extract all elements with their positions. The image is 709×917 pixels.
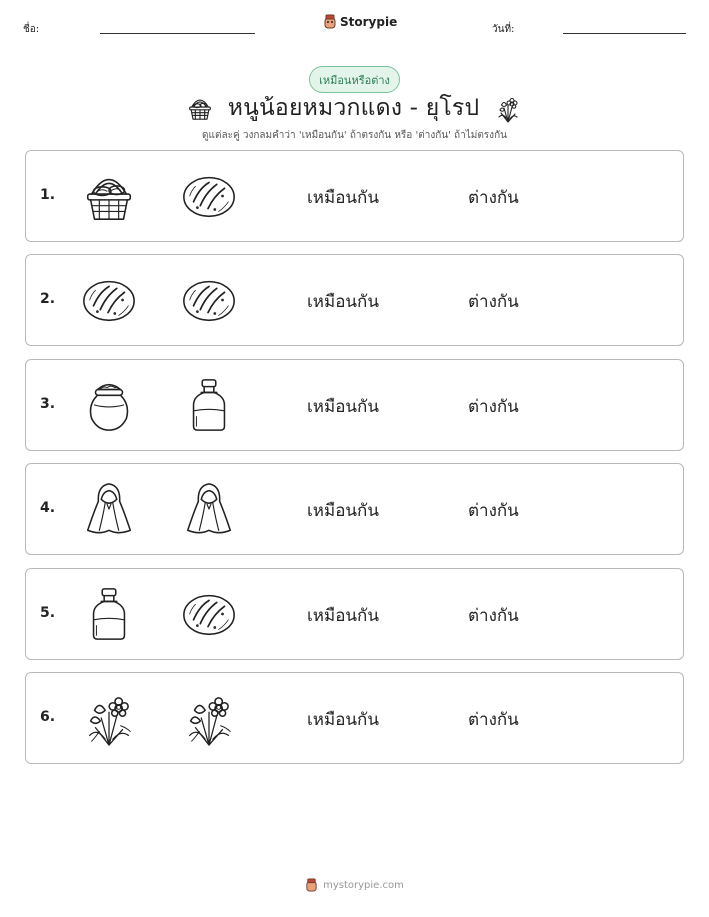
bread-icon	[179, 585, 239, 643]
question-number: 6.	[40, 709, 56, 725]
instructions: ดูแต่ละคู่ วงกลมคำว่า 'เหมือนกัน' ถ้าตรงกัน หรือ 'ต่างกัน' ถ้าไม่ตรงกัน	[202, 130, 507, 141]
bottle-icon	[79, 585, 139, 643]
name-label: ชื่อ:	[23, 24, 40, 35]
same-option[interactable]: เหมือนกัน	[307, 292, 379, 313]
page-title: หนูน้อยหมวกแดง - ยุโรป	[227, 95, 480, 121]
same-option[interactable]: เหมือนกัน	[307, 710, 379, 730]
bread-icon	[179, 167, 239, 225]
cloak-icon	[79, 480, 139, 538]
storypie-mascot-icon	[305, 878, 318, 892]
bread-icon	[179, 271, 239, 329]
question-row	[25, 568, 684, 660]
same-option[interactable]: เหมือนกัน	[307, 396, 379, 417]
flowers-icon	[179, 689, 239, 747]
question-number: 2.	[40, 291, 56, 308]
storypie-mascot-icon	[323, 14, 337, 29]
worksheet-type-badge: เหมือนหรือต่าง	[309, 66, 400, 93]
honey-pot-icon	[79, 376, 139, 434]
same-option[interactable]: เหมือนกัน	[307, 188, 379, 208]
page-footer	[0, 878, 709, 892]
different-option[interactable]: ต่างกัน	[468, 501, 519, 522]
date-line[interactable]	[563, 33, 686, 34]
question-row	[25, 463, 684, 555]
different-option[interactable]: ต่างกัน	[468, 292, 519, 313]
title-row	[0, 91, 709, 125]
date-label: วันที่:	[492, 24, 515, 35]
footer-url[interactable]: mystorypie.com	[323, 879, 404, 891]
question-row	[25, 359, 684, 451]
question-number: 4.	[40, 500, 56, 517]
flowers-icon	[493, 93, 523, 123]
page-header	[0, 12, 709, 42]
same-option[interactable]: เหมือนกัน	[307, 605, 379, 626]
different-option[interactable]: ต่างกัน	[468, 605, 519, 626]
question-number: 3.	[40, 395, 56, 412]
different-option[interactable]: ต่างกัน	[468, 396, 519, 417]
bread-icon	[79, 271, 139, 329]
same-option[interactable]: เหมือนกัน	[307, 501, 379, 522]
different-option[interactable]: ต่างกัน	[468, 710, 519, 730]
question-number: 1.	[40, 187, 56, 203]
basket-icon	[79, 167, 139, 225]
cloak-icon	[179, 480, 239, 538]
question-number: 5.	[40, 604, 56, 621]
basket-icon	[186, 93, 214, 123]
name-line[interactable]	[100, 33, 255, 34]
question-row	[25, 150, 684, 242]
brand-name: Storypie	[340, 14, 398, 29]
question-row	[25, 254, 684, 346]
question-row	[25, 672, 684, 764]
flowers-icon	[79, 689, 139, 747]
different-option[interactable]: ต่างกัน	[468, 188, 519, 208]
bottle-icon	[179, 376, 239, 434]
brand-logo	[323, 14, 397, 29]
